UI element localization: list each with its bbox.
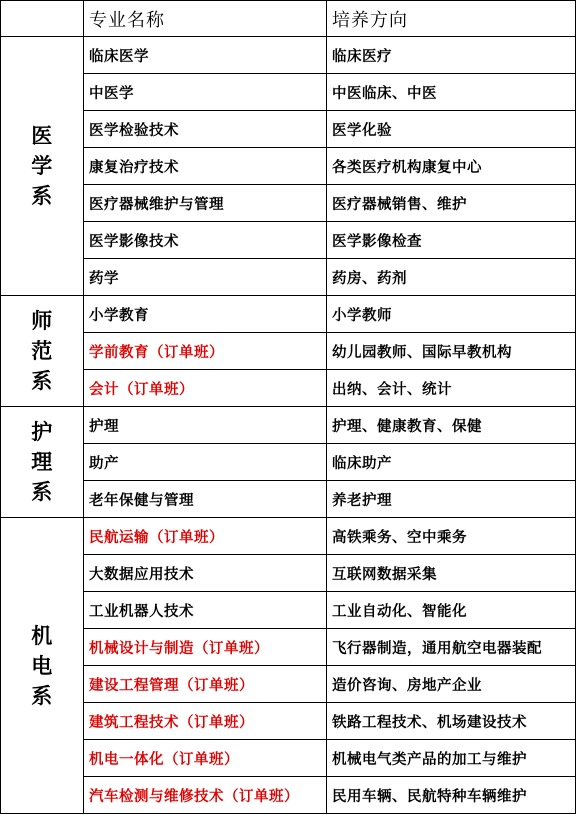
major-name-cell: 医学检验技术 [84,111,327,148]
table-row [1,629,576,666]
direction-cell: 药房、药剂 [327,259,576,296]
major-name-cell: 康复治疗技术 [84,148,327,185]
direction-cell: 临床助产 [327,444,576,481]
table-row [1,185,576,222]
direction-cell: 铁路工程技术、机场建设技术 [327,703,576,740]
direction-cell: 养老护理 [327,481,576,518]
table-body [1,37,576,814]
table-row [1,407,576,444]
major-name-cell: 中医学 [84,74,327,111]
major-name-cell: 会计（订单班） [84,370,327,407]
table-row [1,74,576,111]
table-row [1,666,576,703]
major-name-cell: 助产 [84,444,327,481]
table-header [1,1,576,37]
direction-cell: 临床医疗 [327,37,576,74]
major-name-cell: 民航运输（订单班） [84,518,327,555]
department-cell [1,407,84,518]
direction-cell: 医学影像检查 [327,222,576,259]
major-name-cell: 机电一体化（订单班） [84,740,327,777]
major-name-cell: 临床医学 [84,37,327,74]
direction-cell: 工业自动化、智能化 [327,592,576,629]
table-row [1,37,576,74]
table-row [1,148,576,185]
direction-cell: 机械电气类产品的加工与维护 [327,740,576,777]
direction-cell: 医学化验 [327,111,576,148]
direction-cell: 造价咨询、房地产企业 [327,666,576,703]
department-cell [1,37,84,296]
major-name-cell: 药学 [84,259,327,296]
table-row [1,444,576,481]
table-row [1,740,576,777]
major-name-cell: 护理 [84,407,327,444]
header-department [1,1,84,37]
table-row [1,555,576,592]
direction-cell: 中医临床、中医 [327,74,576,111]
direction-cell: 幼儿园教师、国际早教机构 [327,333,576,370]
header-major-name: 专业名称 [84,1,327,37]
direction-cell: 各类医疗机构康复中心 [327,148,576,185]
direction-cell: 互联网数据采集 [327,555,576,592]
direction-cell: 小学教师 [327,296,576,333]
table-row [1,222,576,259]
major-name-cell: 医疗器械维护与管理 [84,185,327,222]
table-row [1,703,576,740]
direction-cell: 护理、健康教育、保健 [327,407,576,444]
table-row [1,111,576,148]
department-cell [1,296,84,407]
major-name-cell: 工业机器人技术 [84,592,327,629]
major-name-cell: 建设工程管理（订单班） [84,666,327,703]
header-row [1,1,576,37]
major-name-cell: 大数据应用技术 [84,555,327,592]
major-name-cell: 老年保健与管理 [84,481,327,518]
table-row [1,518,576,555]
table-row [1,259,576,296]
direction-cell: 高铁乘务、空中乘务 [327,518,576,555]
department-name: 机电系 [31,622,53,708]
major-name-cell: 学前教育（订单班） [84,333,327,370]
table-row [1,370,576,407]
table-row [1,481,576,518]
table-row [1,777,576,814]
table-row [1,592,576,629]
department-name: 护理系 [31,419,53,504]
table-row [1,296,576,333]
major-name-cell: 建筑工程技术（订单班） [84,703,327,740]
department-name: 师范系 [31,308,53,393]
major-name-cell: 机械设计与制造（订单班） [84,629,327,666]
major-name-cell: 医学影像技术 [84,222,327,259]
major-name-cell: 汽车检测与维修技术（订单班） [84,777,327,814]
table-row [1,333,576,370]
direction-cell: 医疗器械销售、维护 [327,185,576,222]
department-name: 医学系 [31,123,53,208]
header-direction: 培养方向 [327,1,576,37]
direction-cell: 飞行器制造，通用航空电器装配 [327,629,576,666]
department-cell [1,518,84,814]
major-name-cell: 小学教育 [84,296,327,333]
direction-cell: 出纳、会计、统计 [327,370,576,407]
direction-cell: 民用车辆、民航特种车辆维护 [327,777,576,814]
